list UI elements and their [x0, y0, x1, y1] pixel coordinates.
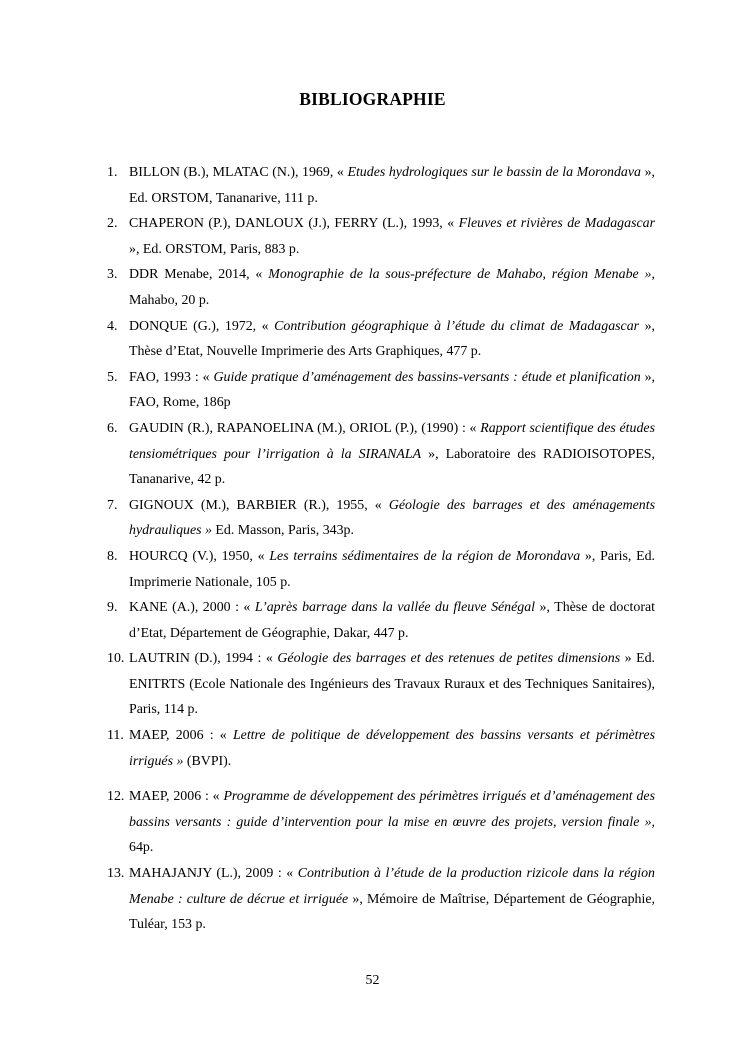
entry-number: 1.: [107, 165, 118, 180]
page-title: BIBLIOGRAPHIE: [299, 89, 446, 109]
bibliography-entry: [107, 493, 655, 544]
entry-authors: HOURCQ (V.), 1950, «: [129, 548, 270, 564]
bibliography-entry: [107, 160, 655, 211]
entry-publication: », Thèse d’Etat, Nouvelle Imprimerie des Arts Graphiques, 477 p.: [129, 318, 655, 360]
entry-authors: MAHAJANJY (L.), 2009 : «: [129, 866, 298, 882]
entry-title: Etudes hydrologiques sur le bassin de la Morondava: [347, 165, 641, 180]
entry-publication: 64p.: [129, 840, 154, 856]
entry-authors: FAO, 1993 : «: [129, 369, 214, 385]
entry-authors: CHAPERON (P.), DANLOUX (J.), FERRY (L.), 1993, «: [129, 216, 459, 232]
entry-title: Lettre de politique de développement des bassins versants et périmètres irrigués »: [129, 728, 655, 769]
entry-authors: GIGNOUX (M.), BARBIER (R.), 1955, «: [129, 497, 389, 513]
entry-publication: , Mahabo, 20 p.: [129, 267, 655, 308]
entry-title: Les terrains sédimentaires de la région de Morondava: [269, 548, 581, 564]
entry-authors: MAEP, 2006 : «: [129, 789, 224, 805]
entry-authors: GAUDIN (R.), RAPANOELINA (M.), ORIOL (P.), (1990) : «: [129, 420, 481, 436]
bibliography-entry: [107, 544, 655, 595]
bibliography-entry: [107, 262, 655, 313]
entry-number: 4.: [107, 318, 118, 334]
bibliography-entry: [107, 416, 655, 493]
bibliography-entry: [107, 646, 655, 723]
entry-title: Contribution à l’étude de la production rizicole dans la région Menabe : culture de décrue et irriguée: [129, 866, 655, 907]
entry-number: 9.: [107, 600, 118, 616]
entry-publication: (BVPI).: [183, 753, 232, 769]
entry-number: 2.: [107, 216, 118, 232]
entry-number: 11.: [107, 728, 124, 744]
entry-publication: », Ed. ORSTOM, Tananarive, 111 p.: [129, 165, 655, 206]
entry-authors: MAEP, 2006 : «: [129, 728, 233, 744]
entry-number: 3.: [107, 267, 118, 283]
entry-title: Rapport scientifique des études tensiométriques pour l’irrigation à la SIRANALA: [129, 420, 655, 462]
entry-number: 8.: [107, 548, 118, 564]
entry-number: 6.: [107, 420, 118, 436]
entry-publication: », Paris, Ed. Imprimerie Nationale, 105 p.: [129, 548, 655, 590]
bibliography-entry: [107, 595, 655, 646]
entry-authors: DDR Menabe, 2014, «: [129, 267, 269, 283]
entry-title: Géologie des barrages et des aménagements hydrauliques »: [129, 497, 655, 539]
entry-publication: » Ed. ENITRTS (Ecole Nationale des Ingénieurs des Travaux Ruraux et des Techniques Sanitaires), Paris, 114 p.: [129, 651, 655, 718]
bibliography-entry: [107, 314, 655, 365]
bibliography-entry: [107, 784, 655, 861]
entry-title: Géologie des barrages et des retenues de petites dimensions: [277, 651, 621, 667]
entry-title: Guide pratique d’aménagement des bassins-versants : étude et planification: [213, 369, 641, 385]
entry-number: 5.: [107, 369, 118, 385]
entry-number: 10.: [107, 651, 125, 667]
entry-authors: LAUTRIN (D.), 1994 : «: [129, 651, 278, 667]
entry-publication: », Laboratoire des RADIOISOTOPES, Tananarive, 42 p.: [129, 446, 655, 488]
entry-publication: Ed. Masson, Paris, 343p.: [211, 523, 354, 539]
bibliography-entry: [107, 365, 655, 416]
entry-number: 12.: [107, 789, 125, 805]
entry-title: Fleuves et rivières de Madagascar: [458, 216, 655, 232]
entry-number: 13.: [107, 866, 125, 882]
entry-authors: KANE (A.), 2000 : «: [129, 600, 255, 616]
entry-title: Programme de développement des périmètres irrigués et d’aménagement des bassins versants : guide d’intervention pour la mise en œuvre des projets, version finale »,: [129, 789, 655, 830]
entry-title: L’après barrage dans la vallée du fleuve Sénégal: [254, 600, 536, 616]
entry-authors: DONQUE (G.), 1972, «: [129, 318, 275, 334]
page-number: 52: [365, 973, 380, 988]
entry-publication: », FAO, Rome, 186p: [129, 369, 656, 411]
bibliography-list: [107, 160, 655, 938]
entry-title: Monographie de la sous-préfecture de Mahabo, région Menabe »: [268, 267, 652, 283]
bibliography-entry: [107, 723, 655, 774]
entry-publication: », Ed. ORSTOM, Paris, 883 p.: [129, 241, 300, 257]
entry-publication: », Thèse de doctorat d’Etat, Département de Géographie, Dakar, 447 p.: [129, 600, 655, 641]
entry-title: Contribution géographique à l’étude du climat de Madagascar: [274, 318, 640, 334]
entry-publication: », Mémoire de Maîtrise, Département de Géographie, Tuléar, 153 p.: [129, 891, 655, 933]
entry-authors: BILLON (B.), MLATAC (N.), 1969, «: [129, 165, 348, 180]
bibliography-entry: [107, 211, 655, 262]
bibliography-entry: [107, 861, 655, 938]
entry-number: 7.: [107, 497, 118, 513]
